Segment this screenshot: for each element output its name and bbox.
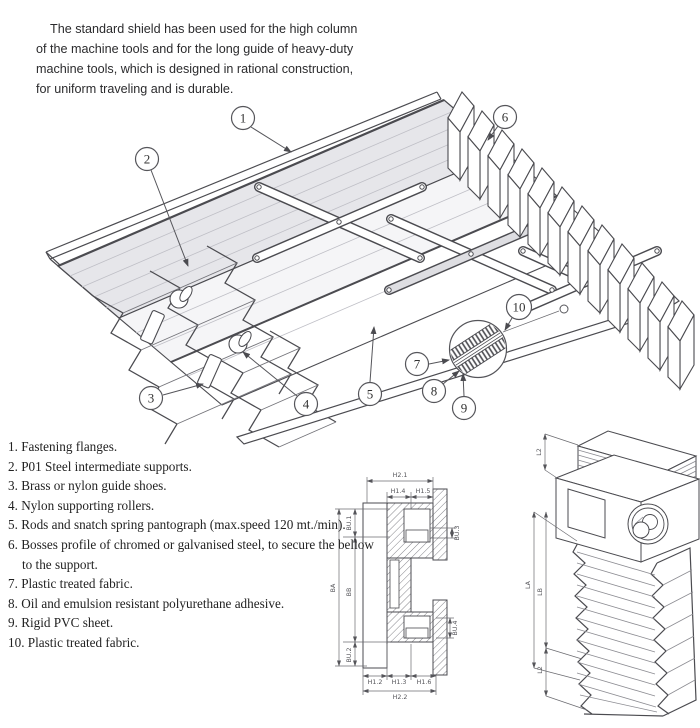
svg-text:10: 10 (512, 299, 526, 315)
svg-text:L2: L2 (536, 448, 543, 456)
svg-text:5: 5 (366, 386, 374, 402)
callout-1 (232, 107, 292, 153)
svg-text:H1.5: H1.5 (415, 488, 431, 495)
svg-text:LB: LB (537, 588, 544, 596)
svg-text:2: 2 (143, 151, 151, 167)
svg-text:H1.2: H1.2 (367, 679, 383, 686)
carriage-knob (633, 522, 649, 538)
detail-source-marker (560, 305, 568, 313)
svg-text:7: 7 (413, 356, 421, 372)
side-view-drawing (525, 431, 699, 716)
parts-list-item-5: 5. Rods and snatch spring pantograph (max.speed 120 mt./min). (8, 517, 346, 533)
intro-paragraph: The standard shield has been used for the high column of the machine tools and for the long guide of heavy-duty machine tools, which is designed in rational construction, for uniform traveling and is durable. (36, 21, 358, 96)
svg-text:3: 3 (147, 390, 155, 406)
parts-list-item-2: 2. P01 Steel intermediate supports. (8, 458, 192, 474)
svg-text:H1.3: H1.3 (391, 679, 407, 686)
parts-list-item-7: 7. Plastic treated fabric. (8, 576, 133, 592)
svg-text:9: 9 (460, 400, 468, 416)
callout-9 (453, 374, 476, 420)
svg-text:4: 4 (302, 396, 310, 412)
svg-text:BU.3: BU.3 (454, 525, 461, 541)
svg-text:H2.1: H2.1 (392, 472, 408, 479)
callout-3 (140, 384, 204, 410)
svg-text:BU.1: BU.1 (346, 515, 353, 531)
parts-list (8, 437, 376, 653)
svg-text:1: 1 (239, 110, 247, 126)
svg-text:6: 6 (501, 109, 509, 125)
svg-text:H1.4: H1.4 (390, 488, 406, 495)
parts-list-item-9: 9. Rigid PVC sheet. (8, 615, 114, 631)
svg-text:H1.6: H1.6 (416, 679, 432, 686)
parts-list-item-10: 10. Plastic treated fabric. (8, 634, 140, 650)
main-illustration (46, 92, 694, 447)
svg-text:L2: L2 (537, 666, 544, 674)
svg-text:BU.4: BU.4 (452, 620, 459, 636)
svg-text:BU.2: BU.2 (346, 647, 353, 663)
parts-list-item-3: 3. Brass or nylon guide shoes. (8, 478, 167, 494)
parts-list-item-4: 4. Nylon supporting rollers. (8, 497, 155, 513)
svg-text:LA: LA (525, 581, 532, 589)
side-view-bottom-bellows (573, 541, 696, 716)
svg-text:BB: BB (346, 587, 353, 597)
parts-list-item-6: 6. Bosses profile of chromed or galvanised steel, to secure the bellow to the support. (8, 536, 374, 572)
svg-text:BA: BA (330, 583, 337, 593)
parts-list-item-1: 1. Fastening flanges. (8, 439, 118, 454)
parts-list-item-8: 8. Oil and emulsion resistant polyurethane adhesive. (8, 595, 285, 611)
callout-10 (505, 295, 532, 331)
svg-text:H2.2: H2.2 (392, 694, 408, 701)
svg-text:8: 8 (430, 383, 438, 399)
